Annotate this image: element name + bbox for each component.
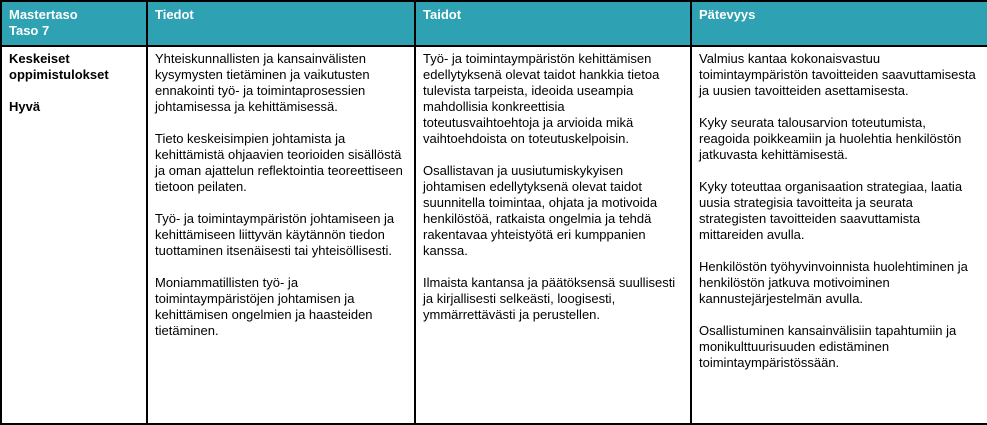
label-hyva: Hyvä <box>9 99 41 114</box>
tiedot-paragraph-2: Tieto keskeisimpien johtamista ja kehittämistä ohjaavien teorioiden sisällöstä ja oman ajattelun reflektointia teoreettiseen tietoon peilaten. <box>155 131 403 194</box>
patevyys-paragraph-2: Kyky seurata talousarvion toteutumista, reagoida poikkeamiin ja huolehtia henkilöstön jatkuvasta kehittämisestä. <box>699 115 962 162</box>
patevyys-paragraph-4: Henkilöstön työhyvinvoinnista huolehtiminen ja henkilöstön jatkuva motivoiminen kannustejärjestelmän avulla. <box>699 259 968 306</box>
header-patevyys: Pätevyys <box>691 1 987 46</box>
tiedot-paragraph-4: Moniammatillisten työ- ja toimintaympäristöjen johtamisen ja kehittämisen ongelmien ja haasteiden tietäminen. <box>155 275 373 338</box>
patevyys-paragraph-5: Osallistuminen kansainvälisiin tapahtumiin ja monikulttuurisuuden edistäminen toimintaympäristössään. <box>699 323 957 370</box>
header-tiedot: Tiedot <box>147 1 415 46</box>
patevyys-paragraph-1: Valmius kantaa kokonaisvastuu toimintaympäristön tavoitteiden saavuttamisesta ja uusien tavoitteiden asettamisesta. <box>699 51 976 98</box>
cell-mastertaso <box>1 46 147 424</box>
header-mastertaso-line1: Mastertaso <box>9 7 78 22</box>
body-row <box>1 46 987 424</box>
header-row <box>1 1 987 46</box>
patevyys-paragraph-3: Kyky toteuttaa organisaation strategiaa, laatia uusia strategisia tavoitteita ja seurata strategisten tavoitteiden saavuttamista mittareiden avulla. <box>699 179 963 242</box>
tiedot-paragraph-1: Yhteiskunnallisten ja kansainvälisten kysymysten tietäminen ja vaikutusten ennakointi työ- ja toimintaprosessien johtamisessa ja kehittämisessä. <box>155 51 370 114</box>
header-taidot: Taidot <box>415 1 691 46</box>
taidot-paragraph-1: Työ- ja toimintaympäristön kehittämisen edellytyksenä olevat taidot hankkia tietoa tulevista tarpeista, ideoida useampia mahdollisia konkreettisia toteutusvaihtoehtoja ja arvioida mikä vaihtoehdoista on toteutuskelpoisin. <box>423 51 660 146</box>
cell-patevyys <box>691 46 987 424</box>
cell-taidot <box>415 46 691 424</box>
header-mastertaso-line2: Taso 7 <box>9 23 50 38</box>
tiedot-paragraph-3: Työ- ja toimintaympäristön johtamiseen ja kehittämiseen liittyvän käytännön tiedon tuottaminen itsenäisesti tai yhteisöllisesti. <box>155 211 395 258</box>
taidot-paragraph-2: Osallistavan ja uusiutumiskykyisen johtamisen edellytyksenä olevat taidot suunnitella toimintaa, ohjata ja motivoida henkilöstöä, ratkaista ongelmia ja tehdä rakentavaa yhteistyötä eri kumppanien kanssa. <box>423 163 658 258</box>
header-mastertaso <box>1 1 147 46</box>
label-keskeiset-oppimistulokset: Keskeiset oppimistulokset <box>9 51 109 82</box>
taidot-paragraph-3: Ilmaista kantansa ja päätöksensä suullisesti ja kirjallisesti selkeästi, loogisesti, ymmärrettävästi ja perustellen. <box>423 275 676 322</box>
cell-tiedot <box>147 46 415 424</box>
